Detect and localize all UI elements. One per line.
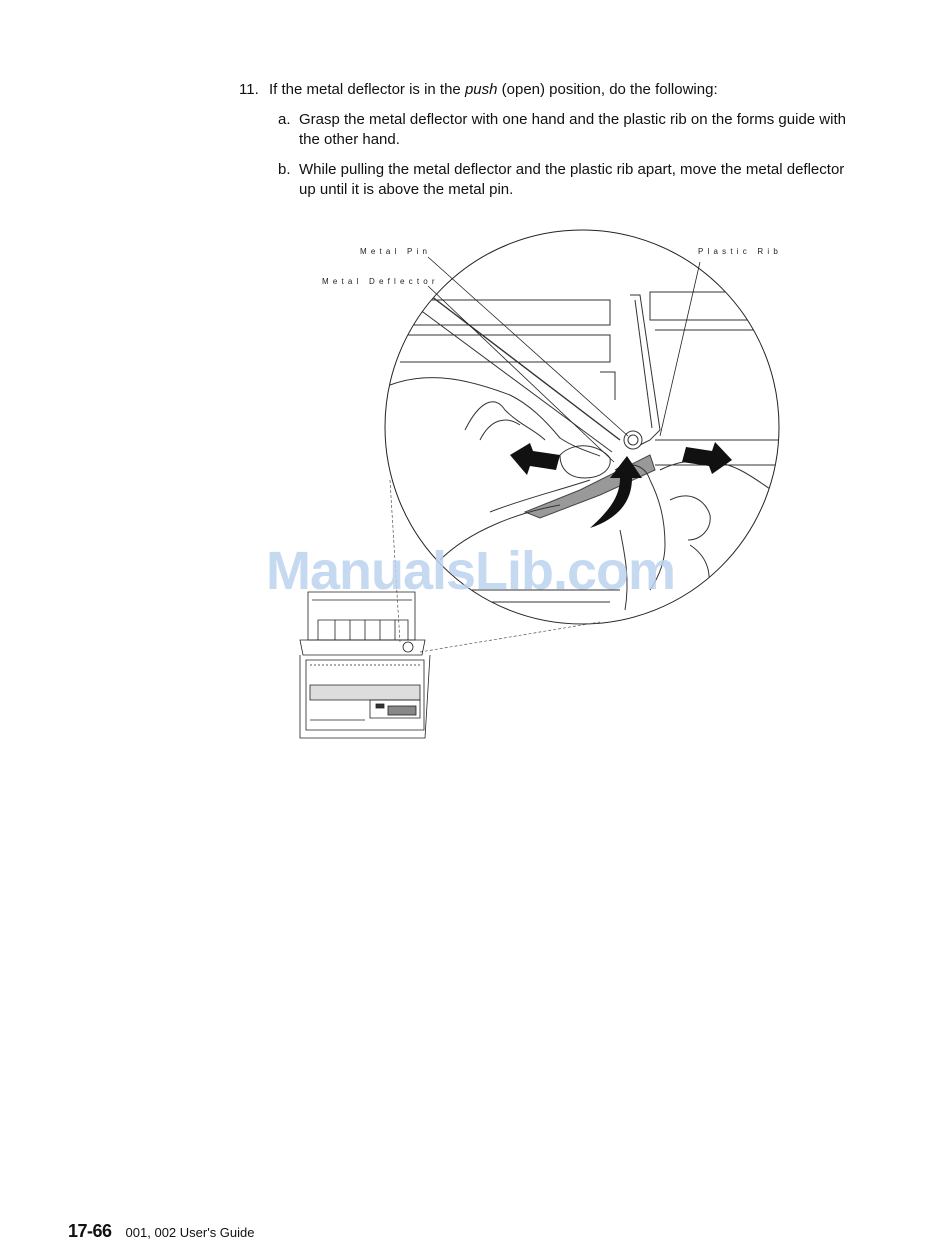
step-number: 11. [239, 81, 259, 98]
callout-metal-pin: Metal Pin [360, 247, 432, 256]
substep-letter: b. [278, 161, 291, 178]
step-emphasis: push [464, 81, 498, 98]
callout-plastic-rib: Plastic Rib [698, 247, 782, 256]
doc-title: 001, 002 User's Guide [125, 1225, 255, 1240]
printer-overview-drawing [300, 592, 430, 738]
step-text-after: (open) position, do the following: [497, 81, 718, 98]
page-footer [68, 1221, 255, 1242]
step-text-before: If the metal deflector is in the [269, 81, 465, 98]
substep-text: Grasp the metal deflector with one hand and the plastic rib on the forms guide with the other hand. [299, 111, 846, 148]
callout-metal-deflector: Metal Deflector [322, 277, 439, 286]
substep-letter: a. [278, 111, 291, 128]
page-number: 17-66 [68, 1221, 112, 1241]
substep-text: While pulling the metal deflector and the plastic rib apart, move the metal deflector up until it is above the metal pin. [299, 161, 845, 198]
watermark: ManualsLib.com [266, 541, 676, 601]
